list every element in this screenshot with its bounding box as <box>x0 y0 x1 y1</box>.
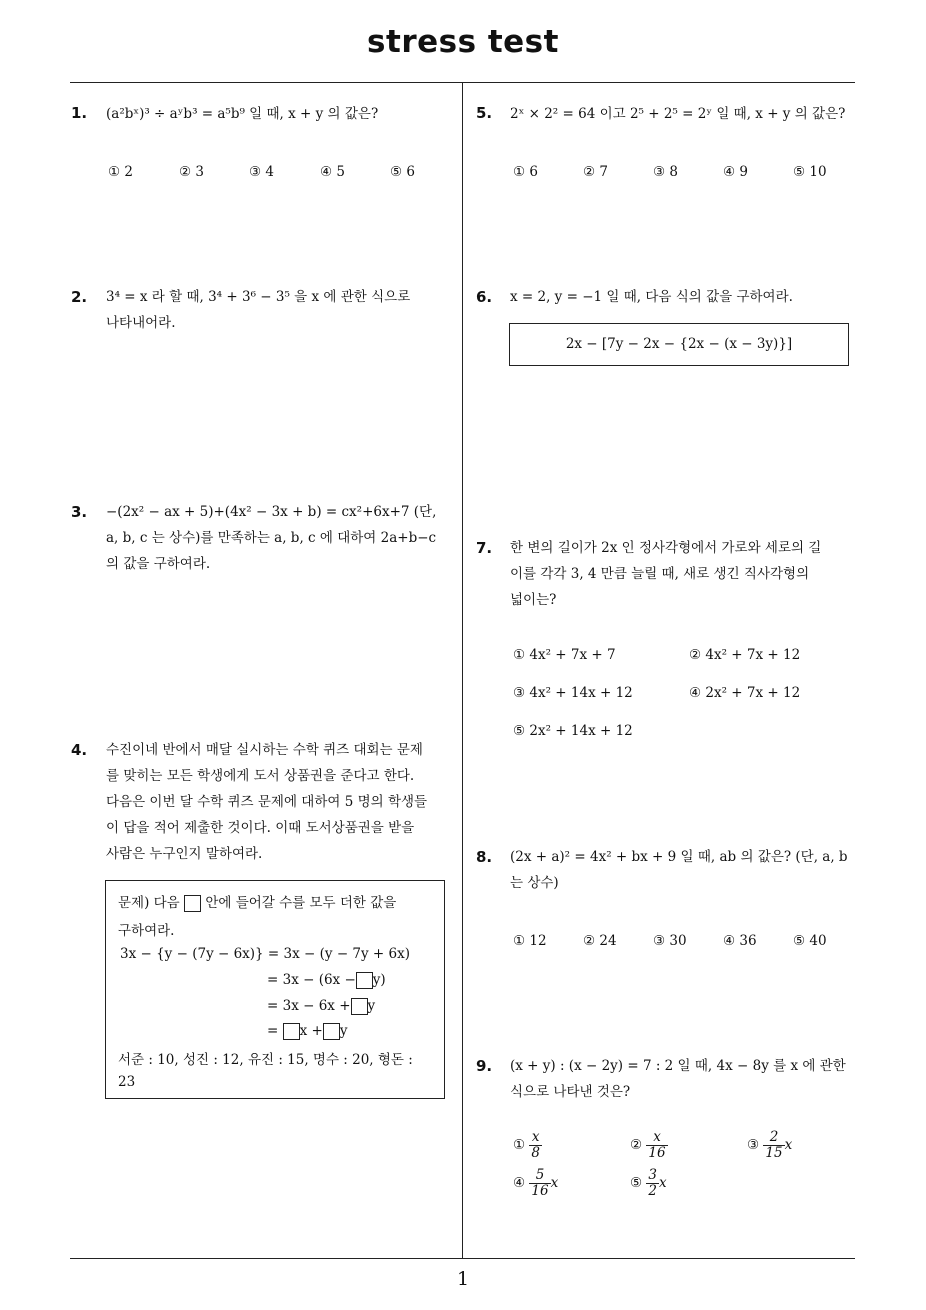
equation-line: = x + y <box>267 1023 348 1039</box>
question-number: 8. <box>476 848 493 866</box>
question-number: 1. <box>71 104 88 122</box>
page-title: stress test <box>367 24 559 60</box>
question-text: x = 2, y = −1 일 때, 다음 식의 값을 구하여라. <box>510 289 793 305</box>
choice[interactable]: ② 7 <box>583 164 608 180</box>
choice[interactable]: ④ 36 <box>723 933 757 949</box>
equation-line: = 3x − 6x + y <box>267 998 376 1014</box>
expression-box: 2x − [7y − 2x − {2x − (x − 3y)}] <box>509 323 849 366</box>
choice[interactable]: ⑤ 10 <box>793 164 827 180</box>
blank-square <box>283 1023 300 1040</box>
question-number: 5. <box>476 104 493 122</box>
choice[interactable]: ④ 9 <box>723 164 748 180</box>
choice[interactable]: ① 6 <box>513 164 538 180</box>
question-text: (2x + a)² = 4x² + bx + 9 일 때, ab 의 값은? (단, a, b 는 상수) <box>510 849 848 891</box>
choice[interactable]: ② 3 <box>179 164 204 180</box>
choice[interactable]: ③ 4x² + 14x + 12 <box>513 685 633 701</box>
blank-square <box>356 972 373 989</box>
equation-line: 3x − {y − (7y − 6x)} = 3x − (y − 7y + 6x) <box>120 946 410 962</box>
choice[interactable]: ① $\frac{x}{8}$ <box>513 1129 540 1161</box>
choice[interactable]: ② 24 <box>583 933 617 949</box>
question-text: (x + y) : (x − 2y) = 7 : 2 일 때, 4x − 8y 를 x 에 관한 식으로 나타낸 것은? <box>510 1058 846 1100</box>
fraction: $\frac{2}{15}$ <box>765 1129 783 1161</box>
student-answers: 서준 : 10, 성진 : 12, 유진 : 15, 명수 : 20, 형돈 : <box>118 1052 413 1068</box>
choice[interactable]: ⑤ 40 <box>793 933 827 949</box>
choice[interactable]: ③ 4 <box>249 164 274 180</box>
choice[interactable]: ⑤ $\frac{3}{2}$ x <box>630 1167 667 1199</box>
choice[interactable]: ① 2 <box>108 164 133 180</box>
equation-line: = 3x − (6x − y) <box>267 972 386 988</box>
column-divider <box>462 83 463 1259</box>
question-text: (a²bˣ)³ ÷ aʸb³ = a⁵b⁹ 일 때, x + y 의 값은? <box>106 106 379 122</box>
choice[interactable]: ④ 5 <box>320 164 345 180</box>
fraction: $\frac{x}{8}$ <box>531 1129 540 1161</box>
student-answers-cont: 23 <box>118 1074 136 1090</box>
fraction: $\frac{3}{2}$ <box>648 1167 657 1199</box>
choice[interactable]: ⑤ 2x² + 14x + 12 <box>513 723 633 739</box>
blank-square <box>351 998 368 1015</box>
question-text: −(2x² − ax + 5)+(4x² − 3x + b) = cx²+6x+7 (단, a, b, c 는 상수)를 만족하는 a, b, c 에 대하여 2a+b−c 의 값을 구하여라. <box>106 504 437 572</box>
choice[interactable]: ④ $\frac{5}{16}$ x <box>513 1167 559 1199</box>
choice[interactable]: ③ 30 <box>653 933 687 949</box>
fraction: $\frac{x}{16}$ <box>648 1129 666 1161</box>
question-number: 6. <box>476 288 493 306</box>
question-text: 한 변의 길이가 2x 인 정사각형에서 가로와 세로의 길 이를 각각 3, 4 만큼 늘릴 때, 새로 생긴 직사각형의 넓이는? <box>510 540 822 608</box>
problem-box <box>105 880 445 1099</box>
box-prompt-cont: 구하여라. <box>118 923 175 939</box>
question-number: 3. <box>71 503 88 521</box>
question-number: 9. <box>476 1057 493 1075</box>
choice[interactable]: ② $\frac{x}{16}$ <box>630 1129 666 1161</box>
question-number: 7. <box>476 539 493 557</box>
question-number: 4. <box>71 741 88 759</box>
box-prompt: 문제) 다음 안에 들어갈 수를 모두 더한 값을 <box>118 895 397 911</box>
bottom-rule <box>70 1258 855 1259</box>
fraction: $\frac{5}{16}$ <box>531 1167 549 1199</box>
blank-square <box>184 895 201 912</box>
choice[interactable]: ① 4x² + 7x + 7 <box>513 647 616 663</box>
choice[interactable]: ③ $\frac{2}{15}$ x <box>747 1129 793 1161</box>
choice[interactable]: ① 12 <box>513 933 547 949</box>
blank-square <box>323 1023 340 1040</box>
choice[interactable]: ② 4x² + 7x + 12 <box>689 647 801 663</box>
question-text: 2ˣ × 2² = 64 이고 2⁵ + 2⁵ = 2ʸ 일 때, x + y 의 값은? <box>510 106 846 122</box>
question-number: 2. <box>71 288 88 306</box>
question-text: 3⁴ = x 라 할 때, 3⁴ + 3⁶ − 3⁵ 을 x 에 관한 식으로 나타내어라. <box>106 289 411 331</box>
question-text: 수진이네 반에서 매달 실시하는 수학 퀴즈 대회는 문제 를 맞히는 모든 학생에게 도서 상품권을 준다고 한다. 다음은 이번 달 수학 퀴즈 문제에 대하여 5 명의 학생들 이 답을 적어 제출한 것이다. 이때 도서상품권을 받을 사람은 누구인지 말하여라. <box>106 742 428 862</box>
choice[interactable]: ⑤ 6 <box>390 164 415 180</box>
choice[interactable]: ④ 2x² + 7x + 12 <box>689 685 801 701</box>
choice[interactable]: ③ 8 <box>653 164 678 180</box>
page-number: 1 <box>456 1268 470 1290</box>
